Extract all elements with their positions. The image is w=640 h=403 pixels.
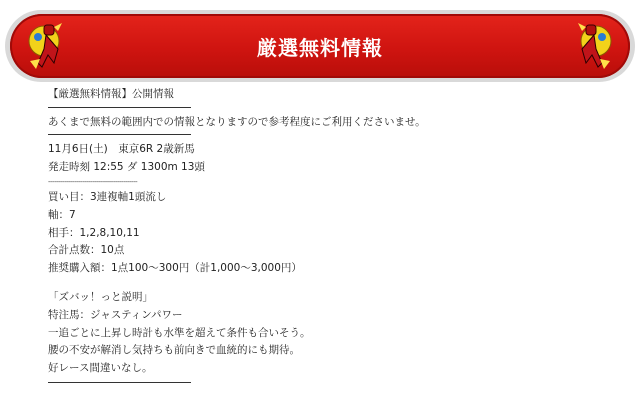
banner xyxy=(10,14,630,78)
section-header: 【厳選無料情報】公開情報 xyxy=(48,88,174,100)
dashed-separator: -------------------------------------------- xyxy=(48,178,138,187)
featured-horse: 特注馬：ジャスティンパワー xyxy=(48,308,183,321)
explain-header: 「ズバッ！っと説明」 xyxy=(48,291,153,304)
axis-horse: 軸：7 xyxy=(48,208,76,221)
info-content xyxy=(48,86,608,389)
recommended-amount: 推奨購入額：1点100～300円（計1,000～3,000円） xyxy=(48,261,302,274)
divider xyxy=(48,382,191,383)
comment-line: 好レース間違いなし。 xyxy=(48,361,153,374)
race-date: 11月6日(土) 東京6R 2歳新馬 xyxy=(48,143,195,156)
divider xyxy=(48,107,191,108)
mascot-icon xyxy=(24,19,68,73)
comment-line: 一追ごとに上昇し時計も水準を超えて条件も合いそう。 xyxy=(48,326,311,339)
comment-line: 腰の不安が解消し気持ちも前向きで血統的にも期待。 xyxy=(48,344,300,357)
mascot-icon xyxy=(572,19,616,73)
total-points: 合計点数：10点 xyxy=(48,244,125,257)
bet-type: 買い目：3連複軸1頭流し xyxy=(48,191,167,204)
spacer xyxy=(48,277,608,289)
banner-title: 厳選無料情報 xyxy=(257,35,383,60)
partner-horses: 相手：1,2,8,10,11 xyxy=(48,226,140,239)
race-time: 発走時刻 12:55 ダ 1300m 13頭 xyxy=(48,160,205,173)
disclaimer-text: あくまで無料の範囲内での情報となりますので参考程度にご利用くださいませ。 xyxy=(48,115,426,128)
divider xyxy=(48,134,191,135)
